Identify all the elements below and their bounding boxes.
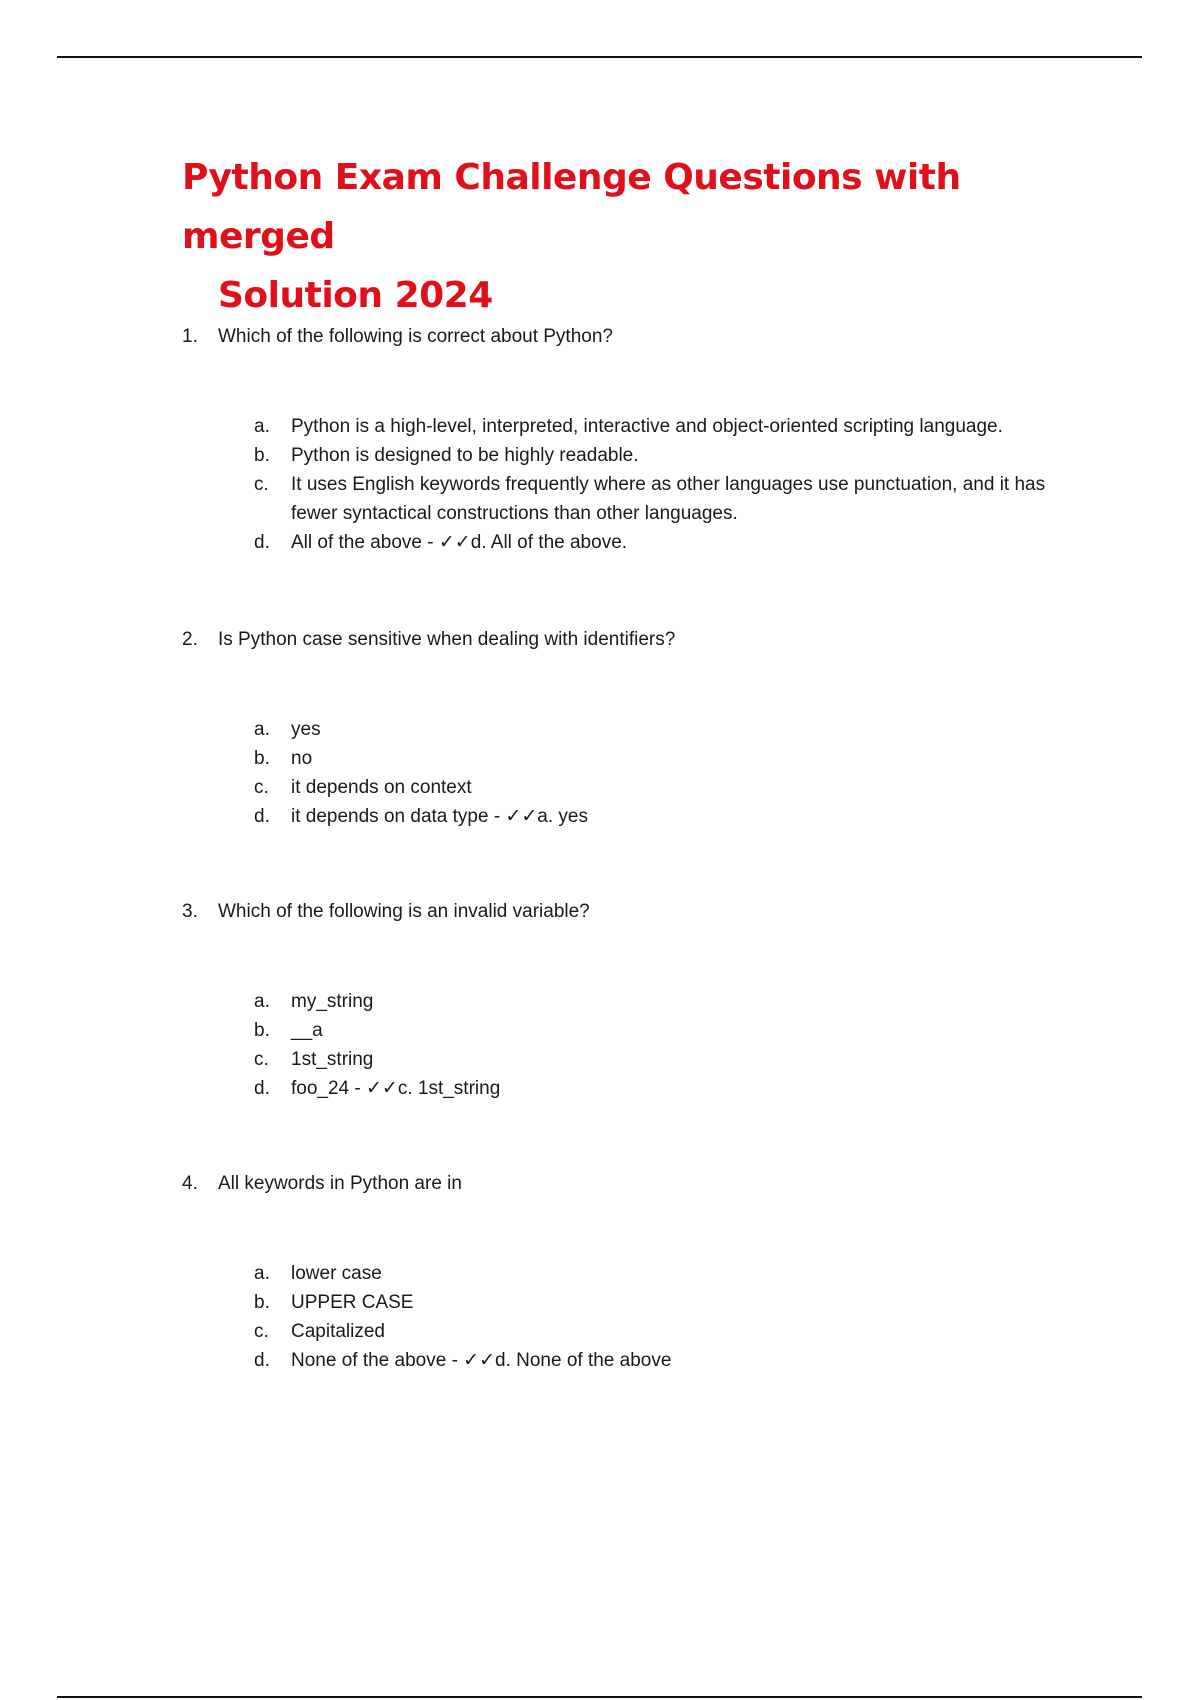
option-text: Capitalized bbox=[291, 1321, 385, 1342]
option-letter: c. bbox=[254, 1321, 269, 1342]
question-4 bbox=[182, 1169, 1082, 1371]
question-stem bbox=[182, 1169, 1082, 1199]
option-letter: d. bbox=[254, 1350, 270, 1371]
bottom-divider bbox=[57, 1696, 1142, 1698]
option-letter: b. bbox=[254, 1292, 270, 1313]
option-text: it depends on context bbox=[291, 777, 472, 798]
option-letter: b. bbox=[254, 748, 270, 769]
option-c bbox=[254, 1317, 1074, 1346]
option-b bbox=[254, 744, 1074, 773]
question-number: 1. bbox=[182, 326, 198, 347]
option-text: my_string bbox=[291, 991, 374, 1012]
option-letter: a. bbox=[254, 991, 270, 1012]
top-divider bbox=[57, 56, 1142, 58]
option-text: All of the above - ✓✓d. All of the above. bbox=[291, 532, 628, 553]
option-a bbox=[254, 1259, 1074, 1288]
option-c bbox=[254, 470, 1074, 528]
option-a bbox=[254, 412, 1074, 441]
option-text: Python is designed to be highly readable. bbox=[291, 445, 639, 466]
option-b bbox=[254, 1016, 1074, 1045]
option-letter: d. bbox=[254, 1078, 270, 1099]
question-3 bbox=[182, 897, 1082, 1099]
question-text: Which of the following is an invalid variable? bbox=[218, 901, 590, 922]
option-letter: d. bbox=[254, 806, 270, 827]
option-text: 1st_string bbox=[291, 1049, 374, 1070]
option-letter: c. bbox=[254, 1049, 269, 1070]
option-text: __a bbox=[291, 1020, 323, 1041]
title-line-2: Solution 2024 bbox=[218, 275, 493, 316]
option-c bbox=[254, 773, 1074, 802]
option-letter: c. bbox=[254, 777, 269, 798]
question-number: 2. bbox=[182, 629, 198, 650]
option-letter: a. bbox=[254, 416, 270, 437]
question-stem bbox=[182, 322, 1082, 352]
option-text: Python is a high-level, interpreted, interactive and object-oriented scripting language. bbox=[291, 416, 1003, 437]
question-text: All keywords in Python are in bbox=[218, 1173, 462, 1194]
option-text: yes bbox=[291, 719, 321, 740]
document-title bbox=[182, 148, 1082, 325]
option-letter: a. bbox=[254, 1263, 270, 1284]
option-letter: b. bbox=[254, 445, 270, 466]
question-text: Which of the following is correct about Python? bbox=[218, 326, 613, 347]
option-text: UPPER CASE bbox=[291, 1292, 414, 1313]
option-letter: b. bbox=[254, 1020, 270, 1041]
option-d bbox=[254, 802, 1074, 831]
options-list bbox=[254, 715, 1074, 831]
option-text: foo_24 - ✓✓c. 1st_string bbox=[291, 1078, 501, 1099]
option-b bbox=[254, 441, 1074, 470]
option-text: None of the above - ✓✓d. None of the above bbox=[291, 1350, 672, 1371]
question-number: 4. bbox=[182, 1173, 198, 1194]
question-1 bbox=[182, 322, 1082, 553]
options-list bbox=[254, 1259, 1074, 1375]
option-c bbox=[254, 1045, 1074, 1074]
question-text: Is Python case sensitive when dealing with identifiers? bbox=[218, 629, 676, 650]
option-b bbox=[254, 1288, 1074, 1317]
option-d bbox=[254, 1074, 1074, 1103]
options-list bbox=[254, 412, 1074, 557]
option-d bbox=[254, 1346, 1074, 1375]
option-text: lower case bbox=[291, 1263, 382, 1284]
question-stem bbox=[182, 897, 1082, 927]
option-letter: a. bbox=[254, 719, 270, 740]
option-a bbox=[254, 715, 1074, 744]
option-text: it depends on data type - ✓✓a. yes bbox=[291, 806, 588, 827]
options-list bbox=[254, 987, 1074, 1103]
title-line-1: Python Exam Challenge Questions with merged bbox=[182, 157, 961, 257]
option-a bbox=[254, 987, 1074, 1016]
question-stem bbox=[182, 625, 1082, 655]
option-letter: d. bbox=[254, 532, 270, 553]
option-text: It uses English keywords frequently where as other languages use punctuation, and it has fewer syntactical constructions than other languages. bbox=[291, 474, 1046, 524]
question-number: 3. bbox=[182, 901, 198, 922]
question-2 bbox=[182, 625, 1082, 827]
option-letter: c. bbox=[254, 474, 269, 495]
option-d bbox=[254, 528, 1074, 557]
option-text: no bbox=[291, 748, 313, 769]
